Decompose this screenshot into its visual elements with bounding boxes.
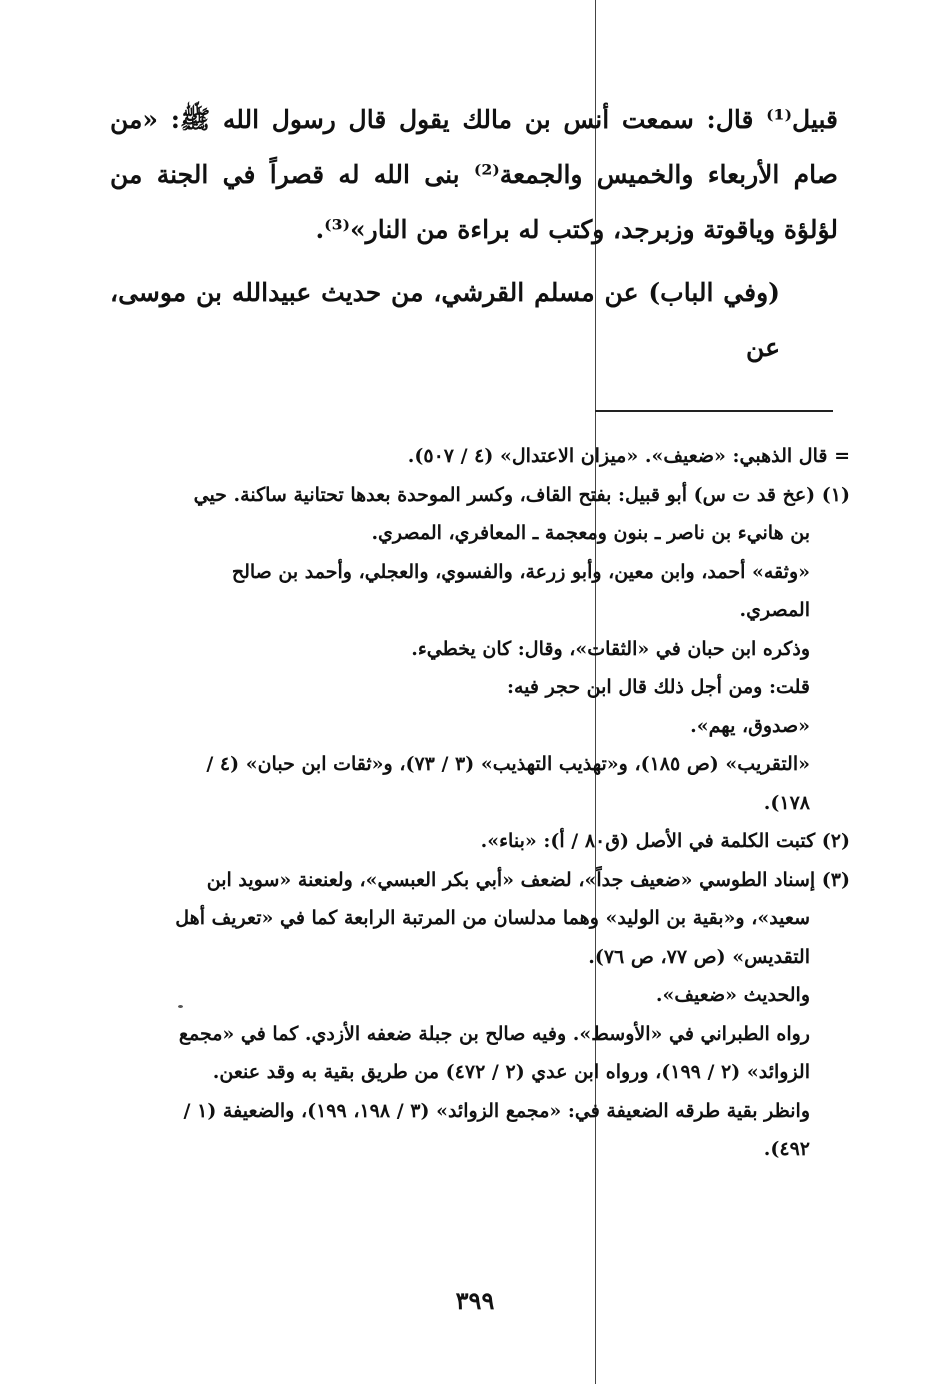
page-number: ٣٩٩ (455, 1286, 495, 1315)
main-paragraph-2: (وفي الباب) عن مسلم القرشي، من حديث عبيدالله بن موسى، عن (110, 278, 780, 362)
footnote-line: (٣) إسناد الطوسي «ضعيف جداً»، لضعف «أبي بكر العبسي»، ولعنعنة «سويد ابن (206, 868, 850, 891)
footnote-line: التقديس» (ص ٧٧، ص ٧٦). (588, 945, 810, 968)
footnote-line: «وثقه» أحمد، وابن معين، وأبو زرعة، والفسوي، والعجلي، وأحمد بن صالح (231, 560, 810, 583)
footnotes-block (110, 437, 850, 1169)
footnote-line: «صدوق، يهم». (690, 714, 810, 737)
footnote-line: قلت: ومن أجل ذلك قال ابن حجر فيه: (506, 676, 810, 698)
footnote-line: رواه الطبراني في «الأوسط». وفيه صالح بن جبلة ضعفه الأزدي. كما في «مجمع (178, 1022, 810, 1045)
main-paragraph-1: قبيل⁽¹⁾ قال: سمعت أنس بن مالك يقول قال رسول الله ﷺ: «من صام الأربعاء والخميس والجمعة⁽²⁾ بنى الله له قصراً في الجنة من لؤلؤة وياقوتة وزبرجد، وكتب له براءة من النار»⁽³⁾. (110, 105, 838, 244)
footnote-line: والحديث «ضعيف». (655, 984, 810, 1006)
footnote-line: ٤٩٢). (763, 1138, 810, 1160)
footnote-line: بن هانيء بن ناصر ـ بنون ومعجمة ـ المعافري، المصري. (371, 522, 810, 544)
main-text-block (110, 92, 838, 375)
footnote-line: «التقريب» (ص ١٨٥)، و«تهذيب التهذيب» (٣ / ٧٣)، و«ثقات ابن حبان» (٤ / (206, 753, 810, 775)
footnote-line: الزوائد» (٢ / ١٩٩)، ورواه ابن عدي (٢ / ٤٧٢) من طريق بقية به وقد عنعن. (212, 1061, 810, 1083)
footnote-line: سعيد»، و«بقية بن الوليد» وهما مدلسان من المرتبة الرابعة كما في «تعريف أهل (175, 907, 810, 929)
footnote-line: وانظر بقية طرقه الضعيفة في: «مجمع الزوائد» (٣ / ١٩٨، ١٩٩)، والضعيفة (١ / (183, 1099, 810, 1122)
footnote-separator (595, 410, 833, 412)
scan-speck (178, 1005, 183, 1008)
footnote-line: المصري. (739, 599, 810, 621)
footnote-line: وذكره ابن حبان في «الثقات»، وقال: كان يخطيء. (411, 637, 810, 660)
footnote-line: (٢) كتبت الكلمة في الأصل (ق٨٠ / أ): «بناء». (480, 830, 850, 852)
footnote-line: = قال الذهبي: «ضعيف». «ميزان الاعتدال» (٤ / ٥٠٧). (407, 445, 850, 467)
footnote-line: (١) (عخ قد ت س) أبو قبيل: بفتح القاف، وكسر الموحدة بعدها تحتانية ساكنة. حيي (193, 483, 850, 506)
footnote-line: ١٧٨). (763, 791, 810, 814)
